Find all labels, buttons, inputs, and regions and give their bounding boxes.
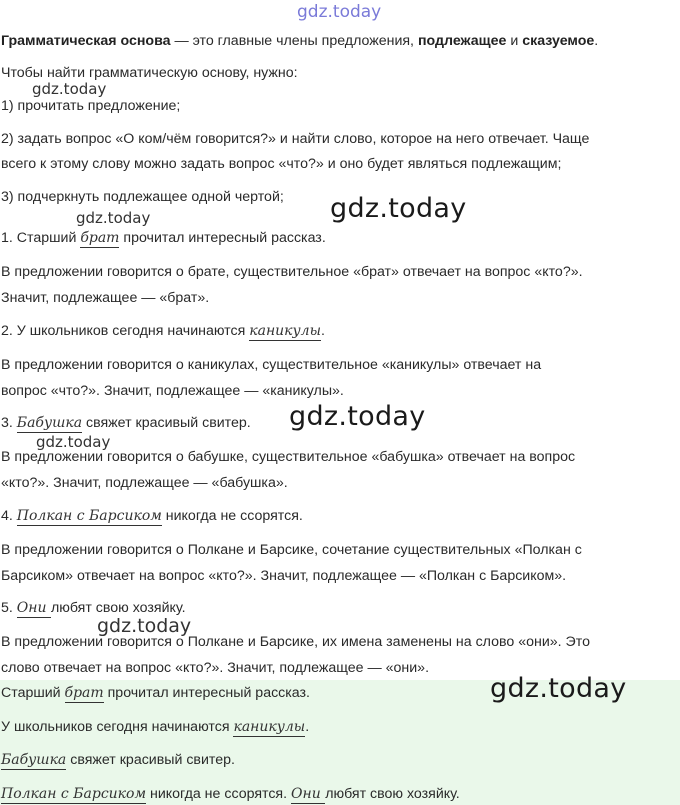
- watermark: gdz.today: [490, 673, 627, 704]
- subject-underlined: Они: [16, 600, 51, 616]
- watermark: gdz.today: [76, 209, 151, 227]
- watermark: gdz.today: [36, 433, 111, 451]
- answer-line-3: Бабушка свяжет красивый свитер.: [1, 752, 235, 768]
- example-2-sentence: 2. У школьников сегодня начинаются каникулы.: [1, 323, 325, 339]
- definition: Грамматическая основа — это главные члены предложения, подлежащее и сказуемое.: [1, 33, 599, 49]
- answer-line-1: Старший брат прочитал интересный рассказ.: [1, 685, 310, 701]
- example-1-conclusion: Значит, подлежащее — «брат».: [1, 290, 210, 306]
- answer-line-4: Полкан с Барсиком никогда не ссорятся. Они любят свою хозяйку.: [1, 786, 460, 802]
- subject-underlined: брат: [80, 230, 120, 246]
- answer-line-2: У школьников сегодня начинаются каникулы.: [1, 719, 310, 735]
- example-5-conclusion: слово отвечает на вопрос «кто?». Значит, подлежащее — «они».: [1, 660, 430, 676]
- example-3-sentence: 3. Бабушка свяжет красивый свитер.: [1, 415, 251, 431]
- subject-underlined: Бабушка: [1, 752, 67, 768]
- watermark: gdz.today: [289, 401, 426, 432]
- example-4-sentence: 4. Полкан с Барсиком никогда не ссорятся.: [1, 508, 303, 524]
- term: Грамматическая основа: [1, 33, 171, 49]
- subject-term: подлежащее: [417, 33, 507, 49]
- subject-underlined: каникулы: [249, 323, 321, 339]
- subject-underlined: Полкан с Барсиком: [1, 786, 147, 802]
- example-5-explanation: В предложении говорится о Полкане и Барсике, их имена заменены на слово «они». Это: [1, 634, 590, 650]
- example-2-explanation: В предложении говорится о каникулах, существительное «каникулы» отвечает на: [1, 357, 542, 373]
- example-2-conclusion: вопрос «что?». Значит, подлежащее — «каникулы».: [1, 383, 344, 399]
- watermark: gdz.today: [97, 615, 192, 637]
- predicate-term: сказуемое: [522, 33, 595, 49]
- subject-underlined: Они: [291, 786, 326, 802]
- subject-underlined: каникулы: [233, 719, 306, 735]
- howto-intro: Чтобы найти грамматическую основу, нужно:: [1, 65, 298, 81]
- watermark: gdz.today: [330, 193, 467, 224]
- subject-underlined: брат: [64, 685, 104, 701]
- example-3-conclusion: «кто?». Значит, подлежащее — «бабушка».: [1, 475, 288, 491]
- howto-step-3: 3) подчеркнуть подлежащее одной чертой;: [1, 189, 284, 205]
- subject-underlined: Полкан с Барсиком: [16, 508, 162, 524]
- example-1-explanation: В предложении говорится о брате, существительное «брат» отвечает на вопрос «кто?».: [1, 264, 583, 280]
- howto-step-2: 2) задать вопрос «О ком/чём говорится?» и найти слово, которое на него отвечает. Чаще: [1, 131, 590, 147]
- example-4-explanation: В предложении говорится о Полкане и Барсике, сочетание существительных «Полкан с: [1, 542, 582, 558]
- watermark-top: gdz.today: [297, 2, 382, 22]
- howto-step-2-cont: всего к этому слову можно задать вопрос «что?» и оно будет являться подлежащим;: [1, 156, 562, 172]
- howto-step-1: 1) прочитать предложение;: [1, 98, 181, 114]
- example-3-explanation: В предложении говорится о бабушке, существительное «бабушка» отвечает на вопрос: [1, 449, 576, 465]
- example-1-sentence: 1. Старший брат прочитал интересный рассказ.: [1, 230, 326, 246]
- example-4-conclusion: Барсиком» отвечает на вопрос «кто?». Значит, подлежащее — «Полкан с Барсиком».: [1, 568, 567, 584]
- watermark: gdz.today: [32, 80, 107, 98]
- subject-underlined: Бабушка: [16, 415, 83, 431]
- example-5-sentence: 5. Они любят свою хозяйку.: [1, 600, 186, 616]
